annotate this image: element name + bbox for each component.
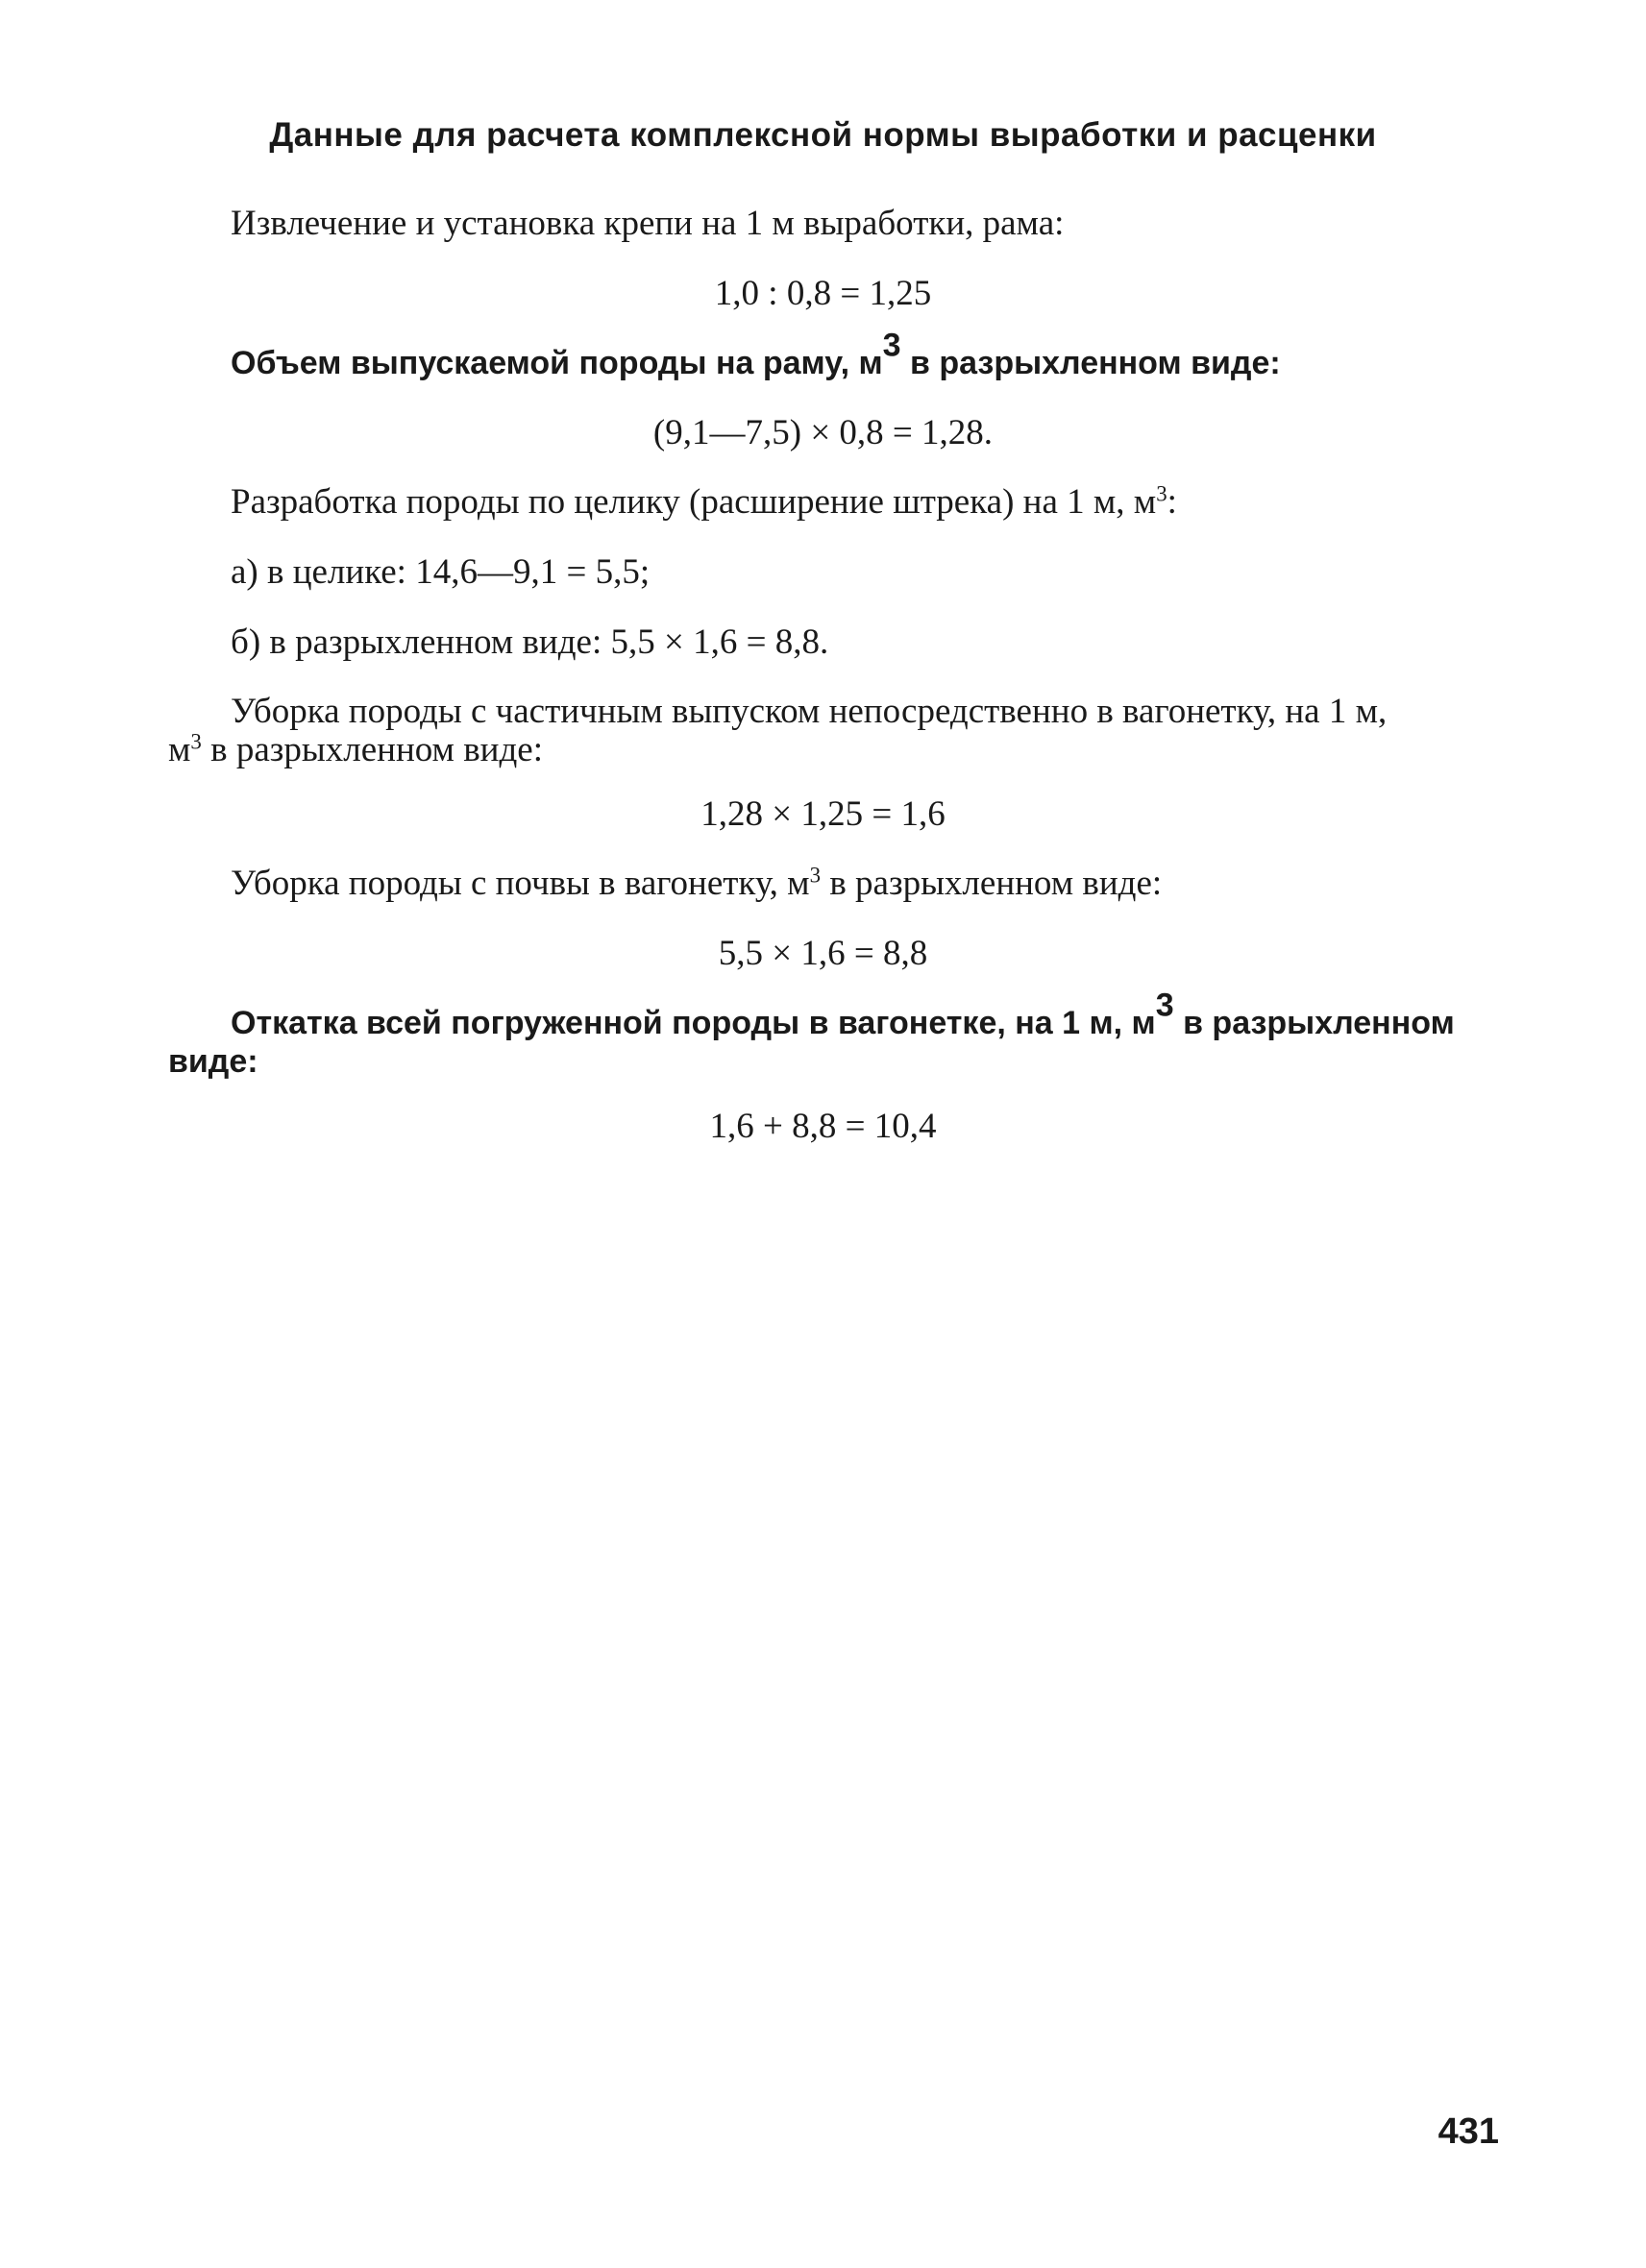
paragraph-floor-removal — [231, 862, 1489, 906]
formula-haulage: 1,6 + 8,8 = 10,4 — [709, 1107, 937, 1146]
list-item-b: б) в разрыхленном виде: 5,5 × 1,6 = 8,8. — [231, 622, 829, 662]
paragraph-rock-removal-end: в разрыхленном виде: — [201, 730, 544, 769]
page-number: 431 — [1437, 2111, 1499, 2152]
superscript-3: 3 — [1156, 481, 1167, 506]
formula-floor-removal: 5,5 × 1,6 = 8,8 — [718, 934, 928, 973]
formula-removal: 1,28 × 1,25 = 1,6 — [700, 794, 946, 834]
list-item-a: а) в целике: 14,6—9,1 = 5,5; — [231, 552, 651, 592]
paragraph-rock-volume-end: в разрыхленном виде: — [900, 345, 1281, 381]
paragraph-rock-development — [231, 480, 1489, 524]
superscript-3: 3 — [190, 729, 202, 754]
paragraph-support-installation: Извлечение и установка крепи на 1 м выработки, рама: — [231, 204, 1065, 243]
formula-rock-volume: (9,1—7,5) × 0,8 = 1,28. — [652, 413, 994, 452]
paragraph-haulage-text: Откатка всей погруженной породы в вагонетке, на 1 м, м — [231, 1005, 1156, 1041]
paragraph-rock-volume — [231, 327, 1489, 385]
paragraph-rock-removal-line1: Уборка породы с частичным выпуском непосредственно в вагонетку, на 1 м, — [231, 692, 1388, 731]
paragraph-haulage-end: в разрыхленном — [1173, 1005, 1455, 1041]
superscript-3: 3 — [809, 863, 822, 888]
unit-m: м — [168, 730, 191, 769]
superscript-3: 3 — [1155, 987, 1174, 1024]
superscript-3: 3 — [882, 327, 901, 364]
paragraph-rock-removal-line2 — [168, 728, 1489, 772]
paragraph-floor-removal-end: в разрыхленном виде: — [821, 864, 1163, 903]
paragraph-rock-development-end: : — [1167, 482, 1177, 522]
paragraph-rock-volume-text: Объем выпускаемой породы на раму, м — [231, 345, 883, 381]
paragraph-floor-removal-text: Уборка породы с почвы в вагонетку, м — [231, 864, 810, 903]
paragraph-haulage-line2 — [168, 1039, 1489, 1084]
paragraph-rock-development-text: Разработка породы по целику (расширение штрека) на 1 м, м — [231, 482, 1157, 522]
paragraph-haulage-line2-text: виде: — [168, 1043, 258, 1080]
formula-frames: 1,0 : 0,8 = 1,25 — [714, 274, 932, 313]
page-title: Данные для расчета комплексной нормы выработки и расценки — [269, 116, 1377, 154]
